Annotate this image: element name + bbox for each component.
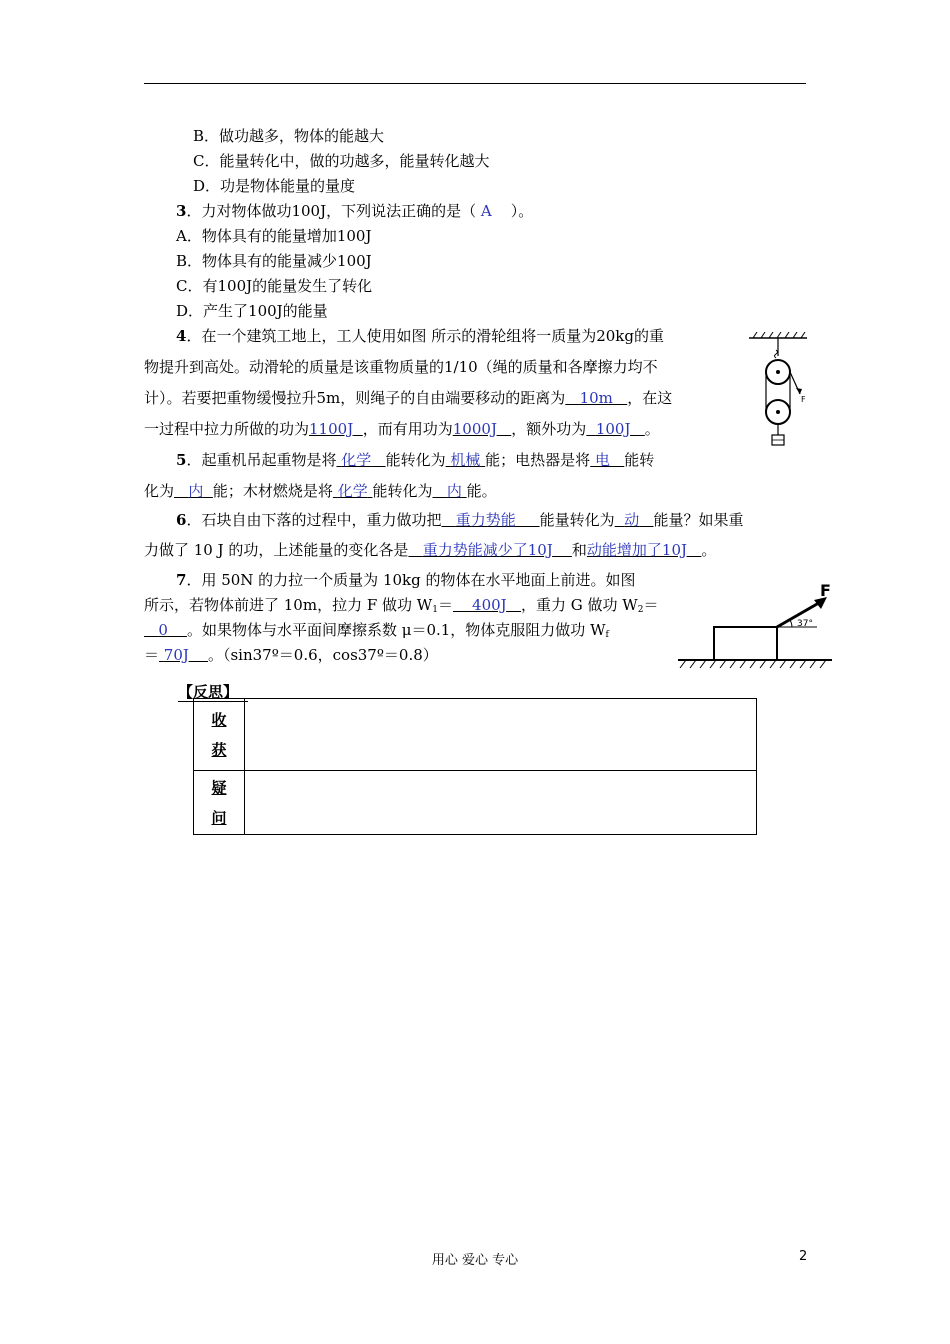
answer: 1100J — [309, 420, 354, 438]
answer: 400J — [472, 596, 507, 614]
gains-cell[interactable] — [245, 699, 757, 771]
question-text: ．起重机吊起重物是将 — [186, 451, 337, 469]
question-text: 。 — [644, 420, 660, 438]
question-4-line1 — [176, 326, 664, 346]
question-text: 能转化为 — [372, 482, 433, 500]
answer-blank — [453, 596, 521, 614]
option-b: B．做功越多，物体的能越大 — [193, 127, 385, 145]
question-text: ．用 50N 的力拉一个质量为 10kg 的物体在水平地面上前进。如图 — [186, 571, 636, 589]
answer: 1000J — [452, 420, 497, 438]
answer: 电 — [594, 451, 610, 469]
reflection-title-text: 【反思】 — [178, 683, 248, 702]
question-text: 一过程中拉力所做的功为 — [144, 420, 310, 438]
question-4-line3 — [144, 388, 672, 408]
subscript: f — [605, 630, 609, 640]
answer-blank — [309, 420, 363, 438]
answer-blank — [453, 420, 512, 438]
answer: 机械 — [450, 451, 481, 469]
subscript: 2 — [637, 605, 644, 615]
subscript: 1 — [432, 605, 438, 615]
question-text: 能；电热器是将 — [485, 451, 591, 469]
question-text: ，在这 — [627, 389, 673, 407]
question-text: ．在一个建筑工地上，工人使用如图 所示的滑轮组将一质量为20kg的重 — [186, 327, 664, 345]
gains-label — [194, 699, 245, 771]
answer: 内 — [446, 482, 462, 500]
question-text: ，而有用功为 — [362, 420, 453, 438]
question-text: 化为 — [144, 482, 175, 500]
answer-blank — [586, 420, 645, 438]
force-label: F — [820, 581, 831, 600]
label-char: 问 — [211, 808, 227, 827]
option-c: C．有100J的能量发生了转化 — [176, 277, 373, 295]
question-7-line3 — [144, 620, 609, 645]
answer-blank — [159, 646, 208, 664]
pulley-figure — [745, 332, 815, 447]
answer-blank — [446, 451, 486, 469]
answer-blank — [333, 482, 373, 500]
header-rule — [144, 83, 806, 84]
question-number: 3 — [176, 202, 187, 220]
question-text: 所示，若物体前进了 10m，拉力 F 做功 W — [144, 596, 433, 614]
question-5-line1 — [176, 450, 654, 470]
question-text: ．石块自由下落的过程中，重力做功把 — [186, 511, 442, 529]
option-c: C．能量转化中，做的功越多，能量转化越大 — [193, 152, 490, 170]
answer: 70J — [163, 646, 189, 664]
answer: 内 — [188, 482, 204, 500]
label-char: 疑 — [211, 778, 227, 797]
question-text: 。（sin37º＝0.6，cos37º＝0.8） — [207, 646, 438, 664]
question-7-line1 — [176, 570, 636, 590]
answer: 动 — [624, 511, 640, 529]
answer: 重力势能 — [455, 511, 516, 529]
question-text: 能转化为 — [385, 451, 446, 469]
question-number: 4 — [176, 327, 187, 345]
option-b: B．物体具有的能量减少100J — [176, 252, 372, 270]
block-force-figure — [676, 580, 834, 675]
answer: A — [480, 202, 492, 220]
question-text: 计）。若要把重物缓慢拉升5m，则绳子的自由端要移动的距离为 — [144, 389, 566, 407]
answer-blank — [565, 389, 627, 407]
force-label: F — [801, 395, 806, 404]
answer-blank — [144, 621, 187, 639]
question-6-line1 — [176, 510, 744, 530]
question-text: ，额外功为 — [511, 420, 587, 438]
table-row — [194, 699, 757, 771]
question-3 — [176, 201, 533, 221]
table-row — [194, 771, 757, 835]
question-number: 7 — [176, 571, 187, 589]
answer-blank — [433, 482, 467, 500]
question-text: 和 — [571, 541, 587, 559]
answer: 化学 — [337, 482, 368, 500]
answer-blank — [174, 482, 213, 500]
question-7-line2 — [144, 595, 658, 620]
question-text: 。 — [701, 541, 717, 559]
reflection-table — [193, 698, 757, 835]
answer-blank — [408, 541, 572, 559]
question-text: ＝ — [144, 646, 160, 664]
answer: 100J — [595, 420, 631, 438]
questions-cell[interactable] — [245, 771, 757, 835]
option-a: A．物体具有的能量增加100J — [176, 227, 372, 245]
question-text: ＝ — [643, 596, 659, 614]
answer-blank — [615, 511, 654, 529]
question-5-line2 — [144, 481, 497, 501]
question-4-line2: 物提升到高处。动滑轮的质量是该重物质量的1/10（绳的质量和各摩擦力均不 — [144, 358, 658, 376]
answer: 动能增加了10J — [586, 541, 688, 559]
questions-label — [194, 771, 245, 835]
question-7-line4 — [144, 645, 438, 665]
label-char: 获 — [211, 740, 227, 759]
question-6-line2 — [144, 540, 716, 560]
question-number: 5 — [176, 451, 187, 469]
answer: 化学 — [341, 451, 372, 469]
answer: 重力势能减少了10J — [422, 541, 553, 559]
question-stem: ．力对物体做功100J，下列说法正确的是（ — [186, 202, 477, 220]
question-4-line4 — [144, 419, 660, 439]
question-number: 6 — [176, 511, 187, 529]
angle-label: 37° — [797, 619, 813, 629]
answer: 0 — [158, 621, 168, 639]
question-text: ，重力 G 做功 W — [521, 596, 638, 614]
question-text: 力做了 10 J 的功，上述能量的变化各是 — [144, 541, 409, 559]
option-d: D．功是物体能量的量度 — [193, 177, 356, 195]
question-text: 。如果物体与水平面间摩擦系数 μ＝0.1，物体克服阻力做功 W — [186, 621, 606, 639]
answer-blank — [590, 451, 624, 469]
question-text: ＝ — [437, 596, 453, 614]
answer-blank — [441, 511, 539, 529]
label-char: 收 — [211, 710, 227, 729]
question-stem-end: ）。 — [510, 202, 534, 220]
question-text: 能。 — [466, 482, 497, 500]
question-text: 能；木材燃烧是将 — [212, 482, 333, 500]
answer-blank — [587, 541, 701, 559]
question-text: 能转 — [624, 451, 655, 469]
question-text: 能量？如果重 — [653, 511, 744, 529]
option-d: D．产生了100J的能量 — [176, 302, 328, 320]
question-text: 能量转化为 — [539, 511, 615, 529]
footer-text: 用心 爱心 专心 — [431, 1253, 519, 1268]
page-number: 2 — [799, 1249, 808, 1264]
answer-blank — [336, 451, 385, 469]
answer: 10m — [579, 389, 613, 407]
